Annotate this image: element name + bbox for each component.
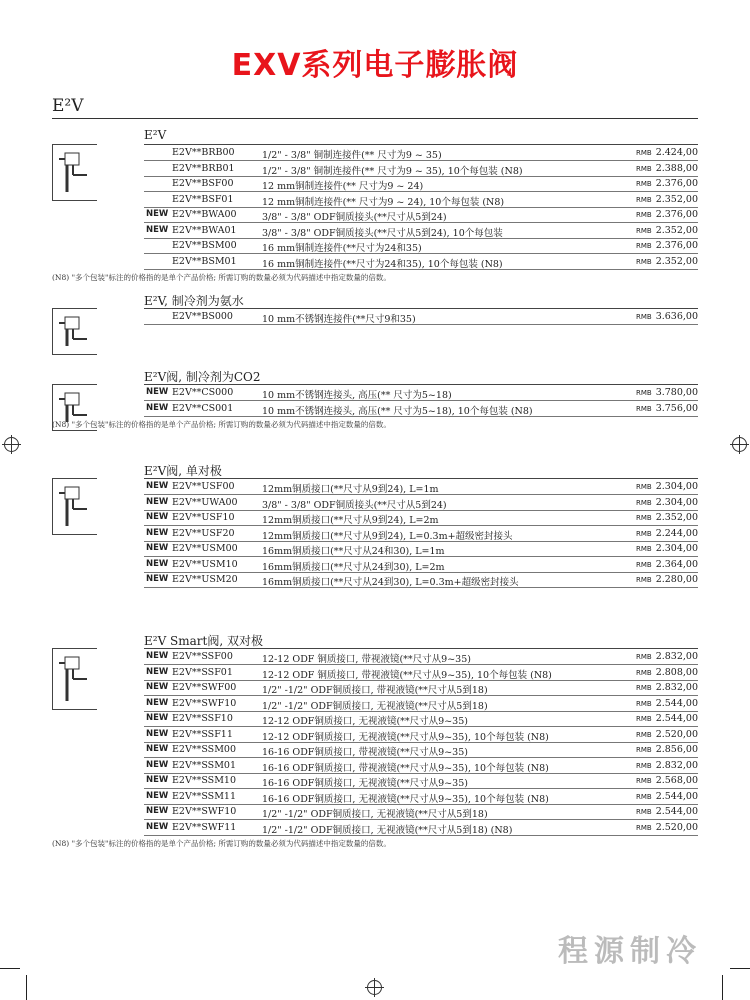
valve-image-icon — [52, 144, 97, 201]
row-rmb: RMB — [636, 761, 652, 770]
row-price: 2.352,00 — [655, 193, 698, 205]
registration-mark-icon — [732, 437, 747, 452]
row-desc: 3/8" - 3/8" ODF铜质接头(**尺寸从5到24) — [262, 212, 447, 223]
table-row — [144, 161, 698, 177]
row-rmb: RMB — [636, 483, 652, 491]
row-new: NEW — [146, 806, 169, 816]
row-rmb: RMB — [636, 808, 652, 816]
row-price: 2.544,00 — [655, 806, 698, 817]
row-new: NEW — [146, 759, 169, 770]
table-row — [144, 309, 698, 325]
table-row — [144, 541, 698, 557]
row-price: 2.544,00 — [655, 790, 698, 802]
table-row — [144, 495, 698, 511]
row-rmb: RMB — [636, 730, 652, 739]
row-rmb: RMB — [636, 746, 652, 754]
row-code: E2V**BSM00 — [172, 240, 237, 251]
section-title: E²V, 制冷剂为氨水 — [144, 294, 244, 308]
row-new: NEW — [146, 527, 169, 538]
row-desc: 16-16 ODF铜质接口, 无视液镜(**尺寸从9~35) — [262, 778, 468, 789]
row-new: NEW — [146, 713, 169, 723]
row-code: E2V**SWF11 — [172, 821, 237, 833]
row-price: 2.352,00 — [655, 224, 698, 236]
row-price: 2.544,00 — [655, 713, 698, 724]
row-desc: 1/2" -1/2" ODF铜质接口, 无视液镜(**尺寸从5到18) (N8) — [262, 824, 513, 836]
row-desc: 3/8" - 3/8" ODF铜质接头(**尺寸从5到24) — [262, 499, 447, 511]
row-code: E2V**BSF01 — [172, 193, 234, 205]
row-code: E2V**BS000 — [172, 311, 233, 322]
crop-mark — [722, 975, 723, 1000]
row-rmb: RMB — [636, 792, 652, 801]
row-rmb: RMB — [636, 529, 652, 538]
table-row — [144, 223, 698, 239]
row-new: NEW — [146, 728, 169, 739]
table-row — [144, 145, 698, 161]
row-desc: 1/2" -1/2" ODF铜质接口, 无视液镜(**尺寸从5到18) — [262, 700, 488, 712]
crop-mark — [26, 975, 27, 1000]
row-price: 2.376,00 — [655, 178, 698, 189]
row-rmb: RMB — [636, 668, 652, 677]
row-new: NEW — [146, 744, 169, 754]
row-price: 2.280,00 — [655, 574, 698, 585]
row-new: NEW — [146, 512, 169, 522]
row-code: E2V**SSM01 — [172, 759, 237, 771]
row-price: 3.636,00 — [655, 311, 698, 322]
row-new: NEW — [146, 666, 169, 677]
row-desc: 12mm铜质接口(**尺寸从9到24), L=0.3m+超级密封接头 — [262, 530, 513, 542]
section-title: E²V — [144, 128, 167, 142]
row-code: E2V**USF10 — [172, 512, 235, 523]
row-price: 2.352,00 — [655, 512, 698, 523]
table-row — [144, 665, 698, 681]
row-rmb: RMB — [636, 389, 652, 397]
row-desc: 16-16 ODF铜质接口, 带视液镜(**尺寸从9~35), 10个每包装 (N8) — [262, 762, 549, 774]
row-code: E2V**SSF01 — [172, 666, 233, 678]
row-price: 2.376,00 — [655, 240, 698, 251]
row-rmb: RMB — [636, 313, 652, 321]
row-desc: 10 mm不锈钢连接头, 高压(** 尺寸为5~18), 10个每包装 (N8) — [262, 405, 533, 417]
row-code: E2V**CS000 — [172, 387, 234, 398]
row-new: NEW — [146, 496, 169, 507]
valve-image-icon — [52, 308, 97, 355]
table-row — [144, 773, 698, 789]
row-rmb: RMB — [636, 823, 652, 832]
table-row — [144, 727, 698, 743]
row-rmb: RMB — [636, 653, 652, 661]
valve-image-icon — [52, 648, 97, 710]
row-code: E2V**SSF00 — [172, 651, 233, 662]
row-desc: 16-16 ODF铜质接口, 带视液镜(**尺寸从9~35) — [262, 747, 468, 758]
row-rmb: RMB — [636, 149, 652, 157]
row-new: NEW — [146, 402, 169, 413]
row-code: E2V**USM20 — [172, 574, 238, 585]
row-desc: 12-12 ODF铜质接口, 无视液镜(**尺寸从9~35), 10个每包装 (N8) — [262, 731, 549, 743]
row-rmb: RMB — [636, 715, 652, 723]
row-rmb: RMB — [636, 180, 652, 188]
row-code: E2V**SSM00 — [172, 744, 237, 755]
table-row — [144, 526, 698, 542]
row-code: E2V**SSF11 — [172, 728, 233, 740]
row-code: E2V**SSF10 — [172, 713, 233, 724]
row-price: 2.544,00 — [655, 697, 698, 709]
row-price: 3.780,00 — [655, 387, 698, 398]
row-rmb: RMB — [636, 257, 652, 266]
row-rmb: RMB — [636, 226, 652, 235]
watermark: 程源制冷 — [558, 934, 702, 969]
row-code: E2V**SSM10 — [172, 775, 237, 786]
table-row — [144, 207, 698, 223]
table-row — [144, 254, 698, 270]
table-row — [144, 789, 698, 805]
row-code: E2V**BWA00 — [172, 209, 237, 220]
table-row — [144, 711, 698, 727]
table-row — [144, 510, 698, 526]
row-price: 2.808,00 — [655, 666, 698, 678]
table-row — [144, 680, 698, 696]
table-row — [144, 804, 698, 820]
row-desc: 3/8" - 3/8" ODF铜质接头(**尺寸从5到24), 10个每包装 — [262, 227, 503, 239]
row-price: 2.376,00 — [655, 209, 698, 220]
brand-heading: E²V — [52, 96, 84, 116]
table-row — [144, 385, 698, 401]
table-row — [144, 176, 698, 192]
crop-mark — [730, 968, 750, 969]
row-desc: 16mm铜质接口(**尺寸从24到30), L=0.3m+超级密封接头 — [262, 577, 519, 588]
row-rmb: RMB — [636, 242, 652, 250]
table-row — [144, 742, 698, 758]
row-rmb: RMB — [636, 498, 652, 507]
row-rmb: RMB — [636, 777, 652, 785]
row-rmb: RMB — [636, 164, 652, 173]
row-price: 2.520,00 — [655, 728, 698, 740]
row-price: 2.304,00 — [655, 543, 698, 554]
row-code: E2V**USF20 — [172, 527, 235, 539]
row-code: E2V**UWA00 — [172, 496, 238, 508]
row-rmb: RMB — [636, 404, 652, 413]
row-rmb: RMB — [636, 560, 652, 569]
row-rmb: RMB — [636, 684, 652, 692]
row-price: 2.244,00 — [655, 527, 698, 539]
row-new: NEW — [146, 775, 169, 785]
row-code: E2V**BSM01 — [172, 255, 237, 267]
row-code: E2V**SWF00 — [172, 682, 237, 693]
row-new: NEW — [146, 558, 169, 569]
row-desc: 1/2" - 3/8" 铜制连接件(** 尺寸为9 ~ 35) — [262, 150, 442, 161]
row-code: E2V**SWF10 — [172, 806, 237, 817]
row-desc: 16-16 ODF铜质接口, 无视液镜(**尺寸从9~35), 10个每包装 (N8) — [262, 793, 549, 805]
row-desc: 10 mm不锈钢连接件(**尺寸9和35) — [262, 314, 416, 325]
row-code: E2V**SSM11 — [172, 790, 237, 802]
table-row — [144, 820, 698, 836]
row-new: NEW — [146, 574, 169, 584]
row-code: E2V**USF00 — [172, 481, 235, 492]
registration-mark-icon — [367, 980, 382, 995]
row-code: E2V**CS001 — [172, 402, 234, 414]
row-new: NEW — [146, 209, 169, 219]
row-price: 2.364,00 — [655, 558, 698, 570]
row-new: NEW — [146, 651, 169, 661]
row-desc: 16 mm铜制连接件(**尺寸为24和35), 10个每包装 (N8) — [262, 258, 503, 270]
row-rmb: RMB — [636, 211, 652, 219]
row-code: E2V**USM00 — [172, 543, 238, 554]
row-price: 3.756,00 — [655, 402, 698, 414]
footnote: (N8) "多个包装"标注的价格指的是单个产品价格; 所需订购的数量必须为代码描述中指定数量的倍数。 — [52, 273, 391, 282]
table-row — [144, 649, 698, 665]
row-desc: 16 mm铜制连接件(**尺寸为24和35) — [262, 243, 422, 254]
table-row — [144, 479, 698, 495]
row-rmb: RMB — [636, 514, 652, 522]
table-row — [144, 238, 698, 254]
registration-mark-icon — [4, 437, 19, 452]
row-price: 2.832,00 — [655, 651, 698, 662]
row-price: 2.856,00 — [655, 744, 698, 755]
crop-mark — [0, 968, 20, 969]
row-desc: 1/2" -1/2" ODF铜质接口, 带视液镜(**尺寸从5到18) — [262, 685, 488, 696]
row-code: E2V**BSF00 — [172, 178, 234, 189]
section-title: E²V阀, 制冷剂为CO2 — [144, 370, 261, 384]
row-rmb: RMB — [636, 576, 652, 584]
row-new: NEW — [146, 821, 169, 832]
row-new: NEW — [146, 790, 169, 801]
row-new: NEW — [146, 387, 169, 397]
row-rmb: RMB — [636, 545, 652, 553]
row-price: 2.304,00 — [655, 481, 698, 492]
row-rmb: RMB — [636, 195, 652, 204]
row-new: NEW — [146, 682, 169, 692]
table-row — [144, 696, 698, 712]
row-desc: 12mm铜质接口(**尺寸从9到24), L=1m — [262, 484, 439, 495]
row-code: E2V**BRB00 — [172, 147, 235, 158]
row-price: 2.352,00 — [655, 255, 698, 267]
row-desc: 12 mm铜制连接件(** 尺寸为9 ~ 24) — [262, 181, 424, 192]
row-rmb: RMB — [636, 699, 652, 708]
table-row — [144, 572, 698, 588]
row-desc: 1/2" - 3/8" 铜制连接件(** 尺寸为9 ~ 35), 10个每包装 (N8) — [262, 165, 523, 177]
section-title: E²V阀, 单对极 — [144, 464, 222, 478]
row-code: E2V**BWA01 — [172, 224, 237, 236]
table-row — [144, 557, 698, 573]
row-desc: 10 mm不锈钢连接头, 高压(** 尺寸为5~18) — [262, 390, 452, 401]
row-new: NEW — [146, 481, 169, 491]
row-price: 2.568,00 — [655, 775, 698, 786]
row-desc: 16mm铜质接口(**尺寸从24到30), L=2m — [262, 561, 445, 573]
row-price: 2.832,00 — [655, 682, 698, 693]
footnote: (N8) "多个包装"标注的价格指的是单个产品价格; 所需订购的数量必须为代码描述中指定数量的倍数。 — [52, 420, 391, 429]
row-price: 2.304,00 — [655, 496, 698, 508]
row-new: NEW — [146, 543, 169, 553]
table-row — [144, 192, 698, 208]
row-desc: 12-12 ODF铜质接口, 无视液镜(**尺寸从9~35) — [262, 716, 468, 727]
row-desc: 16mm铜质接口(**尺寸从24和30), L=1m — [262, 546, 445, 557]
section-title: E²V Smart阀, 双对极 — [144, 634, 263, 648]
row-price: 2.520,00 — [655, 821, 698, 833]
row-code: E2V**BRB01 — [172, 162, 235, 174]
row-desc: 12mm铜质接口(**尺寸从9到24), L=2m — [262, 515, 439, 526]
row-desc: 12-12 ODF 铜质接口, 带视液镜(**尺寸从9~35), 10个每包装 (N8) — [262, 669, 552, 681]
table-row — [144, 401, 698, 417]
row-desc: 1/2" -1/2" ODF铜质接口, 无视液镜(**尺寸从5到18) — [262, 809, 488, 820]
row-desc: 12 mm铜制连接件(** 尺寸为9 ~ 24), 10个每包装 (N8) — [262, 196, 505, 208]
row-price: 2.424,00 — [655, 147, 698, 158]
page-title: EXV系列电子膨胀阀 — [231, 48, 519, 83]
valve-image-icon — [52, 478, 97, 535]
row-new: NEW — [146, 697, 169, 708]
row-price: 2.832,00 — [655, 759, 698, 771]
row-code: E2V**SWF10 — [172, 697, 237, 709]
top-rule — [52, 118, 698, 119]
row-code: E2V**USM10 — [172, 558, 238, 570]
table-row — [144, 758, 698, 774]
row-desc: 12-12 ODF 铜质接口, 带视液镜(**尺寸从9~35) — [262, 654, 471, 665]
row-new: NEW — [146, 224, 169, 235]
footnote: (N8) "多个包装"标注的价格指的是单个产品价格; 所需订购的数量必须为代码描述中指定数量的倍数。 — [52, 839, 391, 848]
row-price: 2.388,00 — [655, 162, 698, 174]
